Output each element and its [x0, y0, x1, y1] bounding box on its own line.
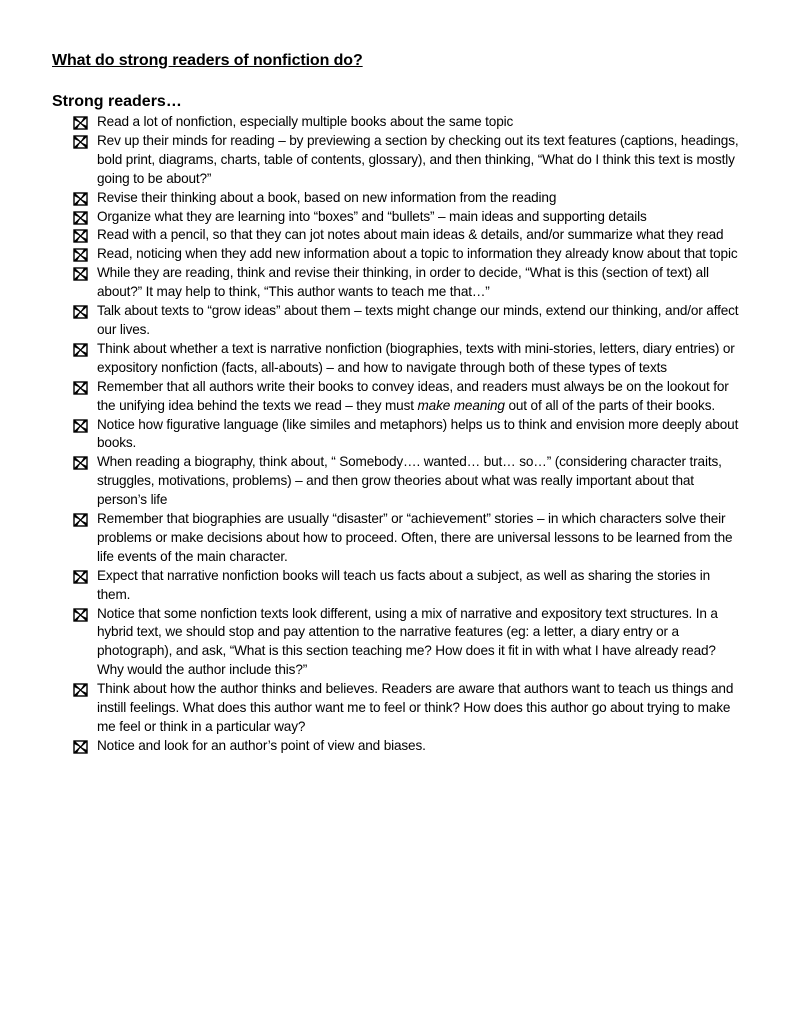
list-item-text: While they are reading, think and revise their thinking, in order to decide, “What is this (section of text) all about?” It may help to think, “This author wants to teach me that…” — [97, 265, 709, 300]
windmill-bullet-icon — [73, 305, 88, 319]
windmill-bullet-icon — [73, 116, 88, 130]
list-item-text: Organize what they are learning into “boxes” and “bullets” – main ideas and supporting details — [97, 208, 647, 224]
list-item-text: Revise their thinking about a book, based on new information from the reading — [97, 189, 557, 205]
list-item — [73, 340, 745, 378]
windmill-bullet-icon — [73, 419, 88, 433]
list-item — [73, 567, 745, 605]
list-item-text-start: Remember that all authors write their books to convey ideas, and readers must always be on the lookout for the unifying idea behind the texts we read – they must — [97, 378, 729, 413]
list-item — [73, 737, 745, 756]
list-item-text: Notice how figurative language (like similes and metaphors) helps us to think and envision more deeply about books. — [97, 416, 739, 451]
list-item-text: Think about how the author thinks and believes. Readers are aware that authors want to teach us things and instill feelings. What does this author want me to feel or think? How does this author go about trying to make me feel or think in a particular way? — [97, 681, 734, 734]
list-item — [73, 605, 745, 681]
list-item-text: Talk about texts to “grow ideas” about them – texts might change our minds, extend our thinking, and/or affect our lives. — [97, 303, 739, 337]
list-item-text-end: out of all of the parts of their books. — [504, 397, 715, 413]
list-item — [73, 208, 745, 227]
document-title: What do strong readers of nonfiction do? — [52, 52, 363, 69]
windmill-bullet-icon — [73, 740, 88, 754]
windmill-bullet-icon — [73, 248, 88, 262]
list-item-text: Notice that some nonfiction texts look different, using a mix of narrative and expository text structures. In a hybrid text, we should stop and pay attention to the narrative features (eg: a letter, a diary entry or a photograph), and ask, “What is this section teaching me? How does it fit in with what I have already read? Why would the author include this?” — [97, 605, 718, 678]
list-item — [73, 226, 745, 245]
list-item-text: Remember that biographies are usually “disaster” or “achievement” stories – in which characters solve their problems or make decisions about how to proceed. Often, there are universal lessons to be learned from the life events of the main character. — [97, 511, 733, 564]
windmill-bullet-icon — [73, 608, 88, 622]
list-item — [73, 264, 745, 302]
list-item-text: Read with a pencil, so that they can jot notes about main ideas & details, and/or summarize what they read — [97, 227, 724, 243]
windmill-bullet-icon — [73, 135, 88, 149]
windmill-bullet-icon — [73, 683, 88, 697]
list-item-text: Rev up their minds for reading – by previewing a section by checking out its text features (captions, headings, bold print, diagrams, charts, table of contents, glossary), and then thinking, “What do I think this text is mostly going to be about?” — [97, 132, 739, 186]
list-item-text: Read, noticing when they add new information about a topic to information they already know about that topic — [97, 246, 738, 262]
list-item — [73, 113, 745, 132]
bullet-list — [73, 113, 745, 756]
list-item — [73, 378, 745, 416]
list-item — [73, 189, 745, 208]
windmill-bullet-icon — [73, 381, 88, 395]
list-item-text: Read a lot of nonfiction, especially multiple books about the same topic — [97, 114, 514, 129]
list-item-text: Notice and look for an author’s point of view and biases. — [97, 737, 426, 753]
windmill-bullet-icon — [73, 267, 88, 281]
list-item — [73, 245, 745, 264]
list-item-text: When reading a biography, think about, “ Somebody…. wanted… but… so…” (considering character traits, struggles, motivations, problems) – and then grow theories about what was really important about that person’s life — [97, 454, 722, 508]
list-item — [73, 510, 745, 567]
list-item — [73, 132, 745, 189]
windmill-bullet-icon — [73, 456, 88, 470]
windmill-bullet-icon — [73, 570, 88, 584]
section-heading: Strong readers… — [52, 93, 182, 110]
windmill-bullet-icon — [73, 229, 88, 243]
list-item — [73, 302, 745, 340]
list-item — [73, 416, 745, 454]
windmill-bullet-icon — [73, 343, 88, 357]
list-item-text: Think about whether a text is narrative nonfiction (biographies, texts with mini-stories, letters, diary entries) or expository nonfiction (facts, all-abouts) – and how to navigate through both of these types of texts — [97, 340, 735, 375]
emphasis-text: make meaning — [417, 397, 505, 413]
windmill-bullet-icon — [73, 211, 88, 225]
windmill-bullet-icon — [73, 513, 88, 527]
list-item-text: Expect that narrative nonfiction books will teach us facts about a subject, as well as sharing the stories in them. — [97, 567, 711, 602]
list-item — [73, 453, 745, 510]
list-item — [73, 680, 745, 737]
windmill-bullet-icon — [73, 192, 88, 206]
